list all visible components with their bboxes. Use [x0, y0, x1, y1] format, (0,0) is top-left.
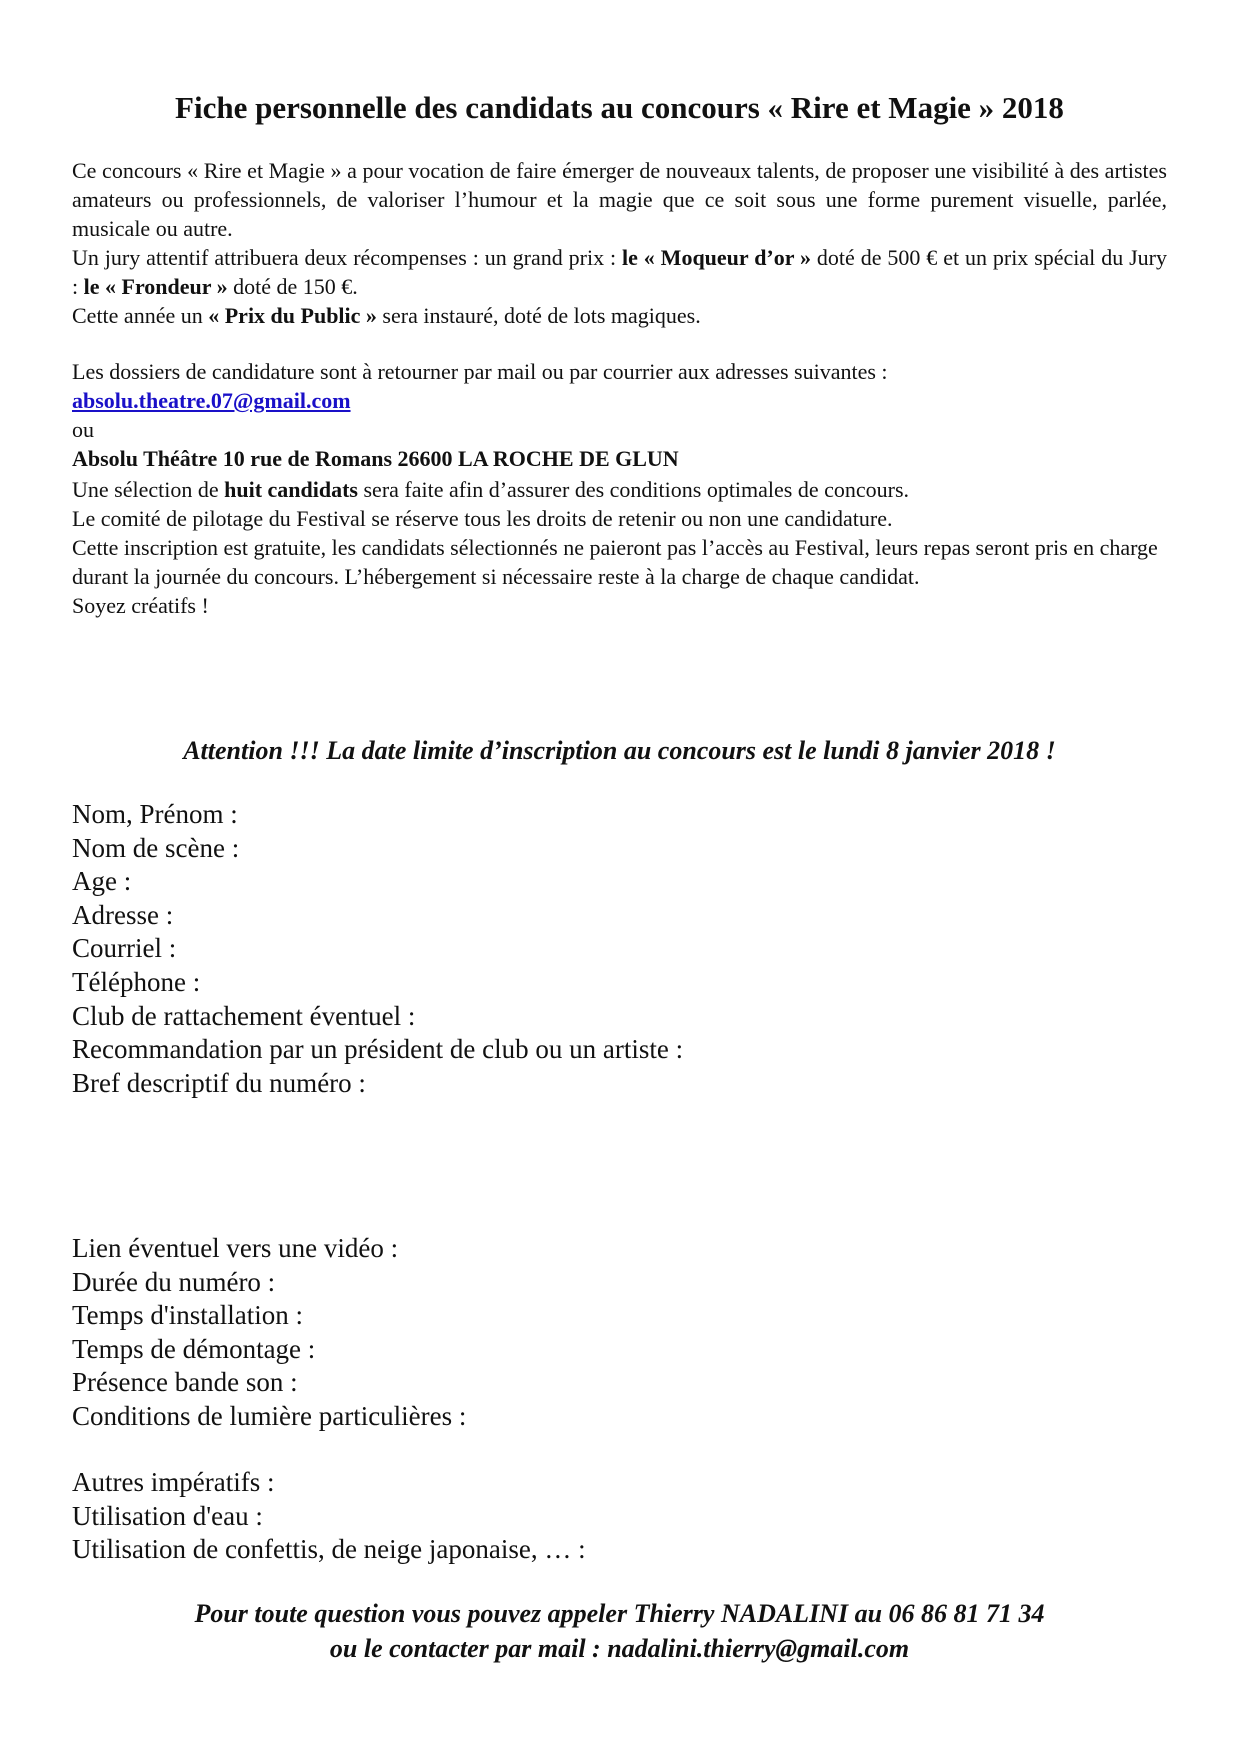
- selection-paragraph: [72, 475, 1167, 504]
- field-description: Bref descriptif du numéro :: [72, 1067, 366, 1098]
- prize-moqueur-dor: le « Moqueur d’or »: [622, 245, 812, 270]
- public-prize-paragraph: [72, 301, 1167, 330]
- postal-address-text: Absolu Théâtre 10 rue de Romans 26600 LA ROCHE DE GLUN: [72, 446, 679, 471]
- footer-email-line: ou le contacter par mail : nadalini.thierry@gmail.com: [329, 1634, 910, 1663]
- field-recommendation: Recommandation par un président de club ou un artiste :: [72, 1034, 684, 1065]
- public-prize-text-2: sera instauré, doté de lots magiques.: [376, 303, 701, 328]
- creative-line: Soyez créatifs !: [72, 593, 209, 618]
- field-teardown-time: Temps de démontage :: [72, 1333, 316, 1364]
- fields-group-requirements: [72, 1466, 1167, 1567]
- postal-address: [72, 444, 1167, 473]
- field-address: Adresse :: [72, 899, 174, 930]
- field-email: Courriel :: [72, 933, 177, 964]
- intro-paragraph: Ce concours « Rire et Magie » a pour vocation de faire émerger de nouveaux talents, de proposer une visibilité à des artistes amateurs ou professionnels, de valoriser l’humour et la magie que ce soit sous une forme purement visuelle, parlée, musicale ou autre.: [72, 158, 1167, 241]
- dossiers-intro: Les dossiers de candidature sont à retourner par mail ou par courrier aux adresses suivantes :: [72, 359, 888, 384]
- email-line: [72, 386, 1167, 415]
- free-registration-paragraph: Cette inscription est gratuite, les candidats sélectionnés ne paieront pas l’accès au Festival, leurs repas seront pris en charge durant la journée du concours. L’hébergement si nécessaire reste à la charge de chaque candidat.: [72, 535, 1158, 589]
- page-title: Fiche personnelle des candidats au concours « Rire et Magie » 2018: [175, 90, 1064, 125]
- public-prize-text-1: Cette année un: [72, 303, 209, 328]
- field-water-use: Utilisation d'eau :: [72, 1500, 263, 1531]
- field-name: Nom, Prénom :: [72, 799, 238, 829]
- field-other-requirements: Autres impératifs :: [72, 1467, 275, 1497]
- prizes-block: [72, 243, 1167, 330]
- intro-block: [72, 156, 1167, 243]
- selection-block: [72, 475, 1167, 620]
- fields-group-performance: [72, 1232, 1167, 1434]
- selection-text-2: sera faite afin d’assurer des conditions optimales de concours.: [358, 477, 910, 502]
- jury-text-2: doté de 500 € et un prix spécial du Jury :: [72, 245, 1167, 299]
- contact-footer: [0, 1596, 1239, 1666]
- field-age: Age :: [72, 866, 132, 897]
- or-text: ou: [72, 417, 94, 442]
- committee-paragraph: Le comité de pilotage du Festival se réserve tous les droits de retenir ou non une candidature.: [72, 506, 893, 531]
- contact-email-link[interactable]: absolu.theatre.07@gmail.com: [72, 388, 351, 413]
- jury-paragraph: [72, 243, 1167, 301]
- field-confetti-use: Utilisation de confettis, de neige japonaise, … :: [72, 1534, 586, 1565]
- field-duration: Durée du numéro :: [72, 1266, 276, 1297]
- footer-phone-line: Pour toute question vous pouvez appeler Thierry NADALINI au 06 86 81 71 34: [194, 1599, 1045, 1628]
- selection-bold: huit candidats: [224, 477, 358, 502]
- field-video-link: Lien éventuel vers une vidéo :: [72, 1233, 399, 1263]
- field-stage-name: Nom de scène :: [72, 832, 240, 863]
- deadline-notice: Attention !!! La date limite d’inscription au concours est le lundi 8 janvier 2018 !: [183, 736, 1056, 765]
- field-phone: Téléphone :: [72, 966, 201, 997]
- prize-frondeur: le « Frondeur »: [83, 274, 228, 299]
- field-lighting: Conditions de lumière particulières :: [72, 1400, 467, 1431]
- jury-text-3: doté de 150 €.: [227, 274, 358, 299]
- dossiers-block: [72, 357, 1167, 473]
- fields-group-identity: [72, 798, 1167, 1100]
- selection-text-1: Une sélection de: [72, 477, 225, 502]
- field-setup-time: Temps d'installation :: [72, 1300, 303, 1331]
- jury-text-1: Un jury attentif attribuera deux récompenses : un grand prix :: [72, 245, 622, 270]
- prize-public: « Prix du Public »: [208, 303, 377, 328]
- field-soundtrack: Présence bande son :: [72, 1367, 298, 1398]
- field-club: Club de rattachement éventuel :: [72, 1000, 416, 1031]
